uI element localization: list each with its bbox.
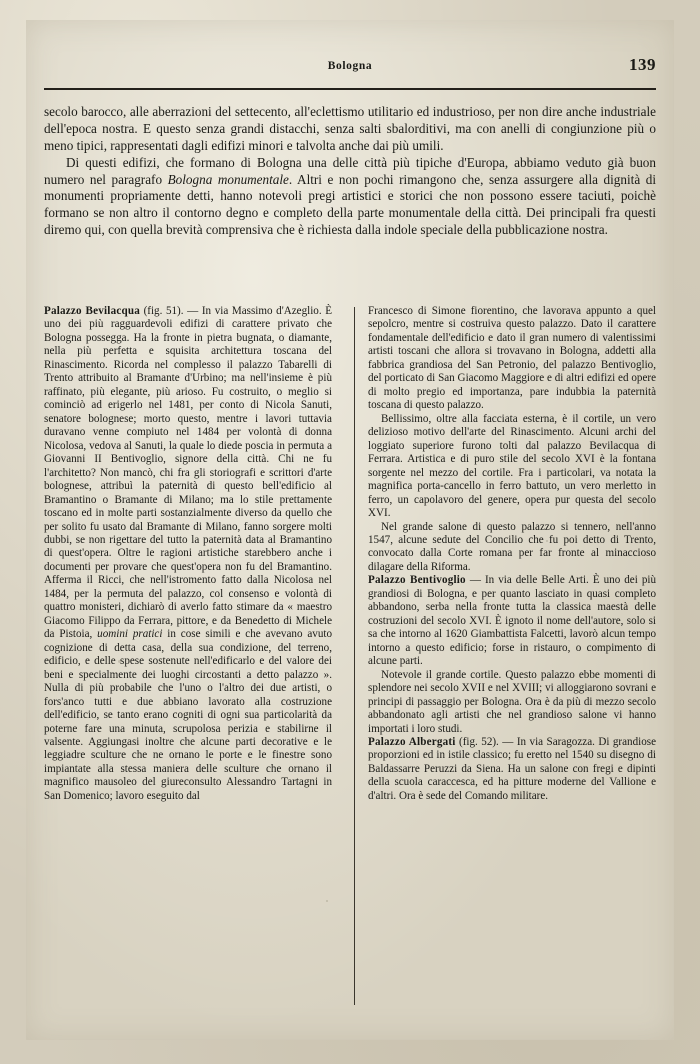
entry-heading: Palazzo Bentivoglio	[368, 574, 466, 587]
entry-body: In via Massimo d'Azeglio. È uno dei più ragguardevoli edifizi di carattere privato che Bologna possegga. Ha la fronte in pietra bugnata, o diamante, nella più perfetta e squisita architettura toscana del Rinascimento. Ricorda nel complesso il palazzo Tabarelli di Trento attribuito al Bramante d'Urbino; ma nell'insieme è più raffinato, più elegante, più arioso. Fu costruito, o meglio si cominciò ad erigerlo nel 1481, per conto di Nicola Sanuti, senatore bolognese; morto questo, mentre i lavori tuttavia duravano venne compiuto nel 1484 per volontà di donna Nicolosa, vedova al Sanuti, la quale lo diede poscia in permuta a Giovanni II Bentivoglio, signore della città. Chi ne fu l'architetto? Non mancò, chi fra gli storiografi e scrittori d'arte bolognese, attribuì la paternità di questo bell'edificio al Bramantino o Bramante di Milano; ma lo stile prettamente toscano ed in molte parti sostanzialmente diverso da quello che per solito fu usato dal Bramante di Milano, fanno sorgere molti dubbi, se non rigettare del tutto la paternità data al Bramantino di quest'opera. Oltre le ragioni artistiche starebbero anche i documenti per provare che quest'opera non fu del Bramantino. Afferma il Ricci, che nell'istromento fatto dalla Nicolosa nel 1484, per la permuta del palazzo, col consenso e volontà di quattro monisteri, dichiarò di averlo fatto stimare da « maestro Giacomo Filippo da Ferrara, pittore, e da Benedetto di Michele da Pistoia,	[44, 305, 332, 641]
intro-paragraph-2-part-a: Di questi edifizi, che formano di Bologna una delle città più tipiche d'Europa, abbiamo veduto già buon numero nel paragrafo	[44, 154, 656, 187]
entry-italic-term: uomini pratici	[97, 628, 163, 641]
entry-body-continued: in cose simili e che avevano avuto cognizione di detta casa, della sua condizione, del terreno, edificio, e delle spese sostenute nell'edificarlo e del valore dei beni e specialmente dei luoghi circostanti a detto palazzo ». Nulla di più probabile che l'uno o l'altro dei due artisti, o fors'anco tutti e due abbiano lavorato alla costruzione dell'edificio, se tanto erano cogniti di ogni sua particolarità da poterne fare una minuta, scrupolosa perizia e stabilirne il valsente. Aggiungasi inoltre che alcune parti decorative e le leggiadre sculture che ne ornano le porte e le finestre sono impiantate alla stessa maniera delle sculture che ornano il magnifico mausoleo del giureconsulto Alessandro Tartagni in San Domenico; lavoro eseguito dal	[44, 628, 332, 802]
entry-body: In via delle Belle Arti. È uno dei più grandiosi di Bologna, e per quanto lasciato in quasi completo abbandono, serba nella fronte tutta la classica maestà delle costruzioni del secolo XVI. È ignoto il nome dell'autore, solo si sa che intorno al 1620 Giambattista Falcetti, lavorò alcun tempo intorno a questo edificio; forse in ristauro, o compimento di alcune parti.	[368, 574, 657, 668]
entry-dash: —	[183, 305, 202, 317]
column-divider	[354, 307, 355, 1005]
entry-figure-ref: (fig. 51).	[139, 305, 184, 317]
intro-paragraph-2-part-b: . Altri e non pochi rimangono che, senza assurgere alla dignità di monumenti propriamente detti, hanno notevoli pregi artistici e storici che non possono essere taciuti, poichè formano se non altro il contorno degno e completo della parte monumentale della città. Dei principali fra questi diremo qui, con quella brevità comprensiva che è richiesta dalla indole speciale della pubblicazione nostra.	[44, 171, 656, 238]
paragraph-reference-italic: Bologna monumentale	[167, 171, 289, 187]
intro-paragraph-1: secolo barocco, alle aberrazioni del settecento, all'eclettismo utilitario ed industrioso, per non dire anche industriale dell'epoca nostra. E questo senza grandi distacchi, senza salti sbalorditivi, ma con anelli di congiunzione più o meno tipici, rappresentati dagli edifizi minori e talvolta anche dai più umili.	[44, 104, 656, 153]
entry-dash: —	[498, 736, 517, 748]
entry-figure-ref: (fig. 52).	[455, 736, 499, 748]
entry-bevilacqua-council: Nel grande salone di questo palazzo si tennero, nell'anno 1547, alcune sedute del Concilio che fu poi detto di Trento, convocato dalla Corte romana per far fronte al minaccioso dilagare della Riforma.	[368, 520, 656, 573]
intro-text	[44, 104, 656, 239]
page-number: 139	[629, 55, 656, 74]
entry-dash: —	[465, 574, 485, 587]
entry-heading: Palazzo Bevilacqua	[44, 305, 140, 317]
entry-heading: Palazzo Albergati	[368, 736, 456, 748]
entry-bevilacqua-courtyard: Bellissimo, oltre alla facciata esterna, è il cortile, un vero delizioso motivo dell'arte del Rinascimento. Alcuni archi del loggiato superiore furono tolti dal palazzo Bevilacqua di Ferrara. Artistica e di puro stile del secolo XVI è la fontana sorgente nel mezzo del cortile. Fra i particolari, va notata la magnifica porta-cancello in ferro battuto, un vero merletto in ferro, un capolavoro del genere, opera pur questa del secolo XVI.	[368, 412, 656, 520]
intro-paragraph-2	[44, 155, 656, 239]
two-column-body	[44, 305, 656, 1005]
header-rule	[44, 88, 656, 90]
entry-body: In via Saragozza. Di grandiose proporzioni ed in istile classico; fu eretto nel 1540 su disegno di Baldassarre Peruzzi da Siena. Ha un salone con fregi e dipinti della scuola caraccesca, ed ha pitture moderne del Vallione e d'altri. Ora è sede del Comando militare.	[368, 736, 657, 802]
entry-palazzo-bevilacqua	[44, 305, 332, 803]
page-header	[44, 55, 656, 82]
entry-bentivoglio-courtyard: Notevole il grande cortile. Questo palazzo ebbe momenti di splendore nei secolo XVII e nel XVIII; vi alloggiarono sovrani e principi di passaggio per Bologna. Ora è da più di mezzo secolo abbandonato agli artisti che nel grandioso salone vi hanno importati i loro studi.	[368, 668, 656, 735]
entry-palazzo-bentivoglio	[368, 574, 656, 668]
entry-palazzo-albergati	[368, 736, 656, 803]
column-left	[44, 305, 332, 803]
column-right	[368, 305, 656, 803]
running-head: Bologna	[327, 60, 373, 72]
entry-bevilacqua-continued: Francesco di Simone fiorentino, che lavorava appunto a quel sepolcro, mentre si costruiva questo palazzo. Dato il carattere fondamentale dell'edificio e dato il gran numero di valentissimi artisti toscani che allora si trovavano in Bologna, addetti alla fabbrica grandiosa del San Petronio, del palazzo Bentivoglio, del porticato di San Giacomo Maggiore e di altri edifizi ed opere di molto pregio ed importanza, pare indubbia la paternità toscana di questo palazzo.	[368, 305, 656, 412]
